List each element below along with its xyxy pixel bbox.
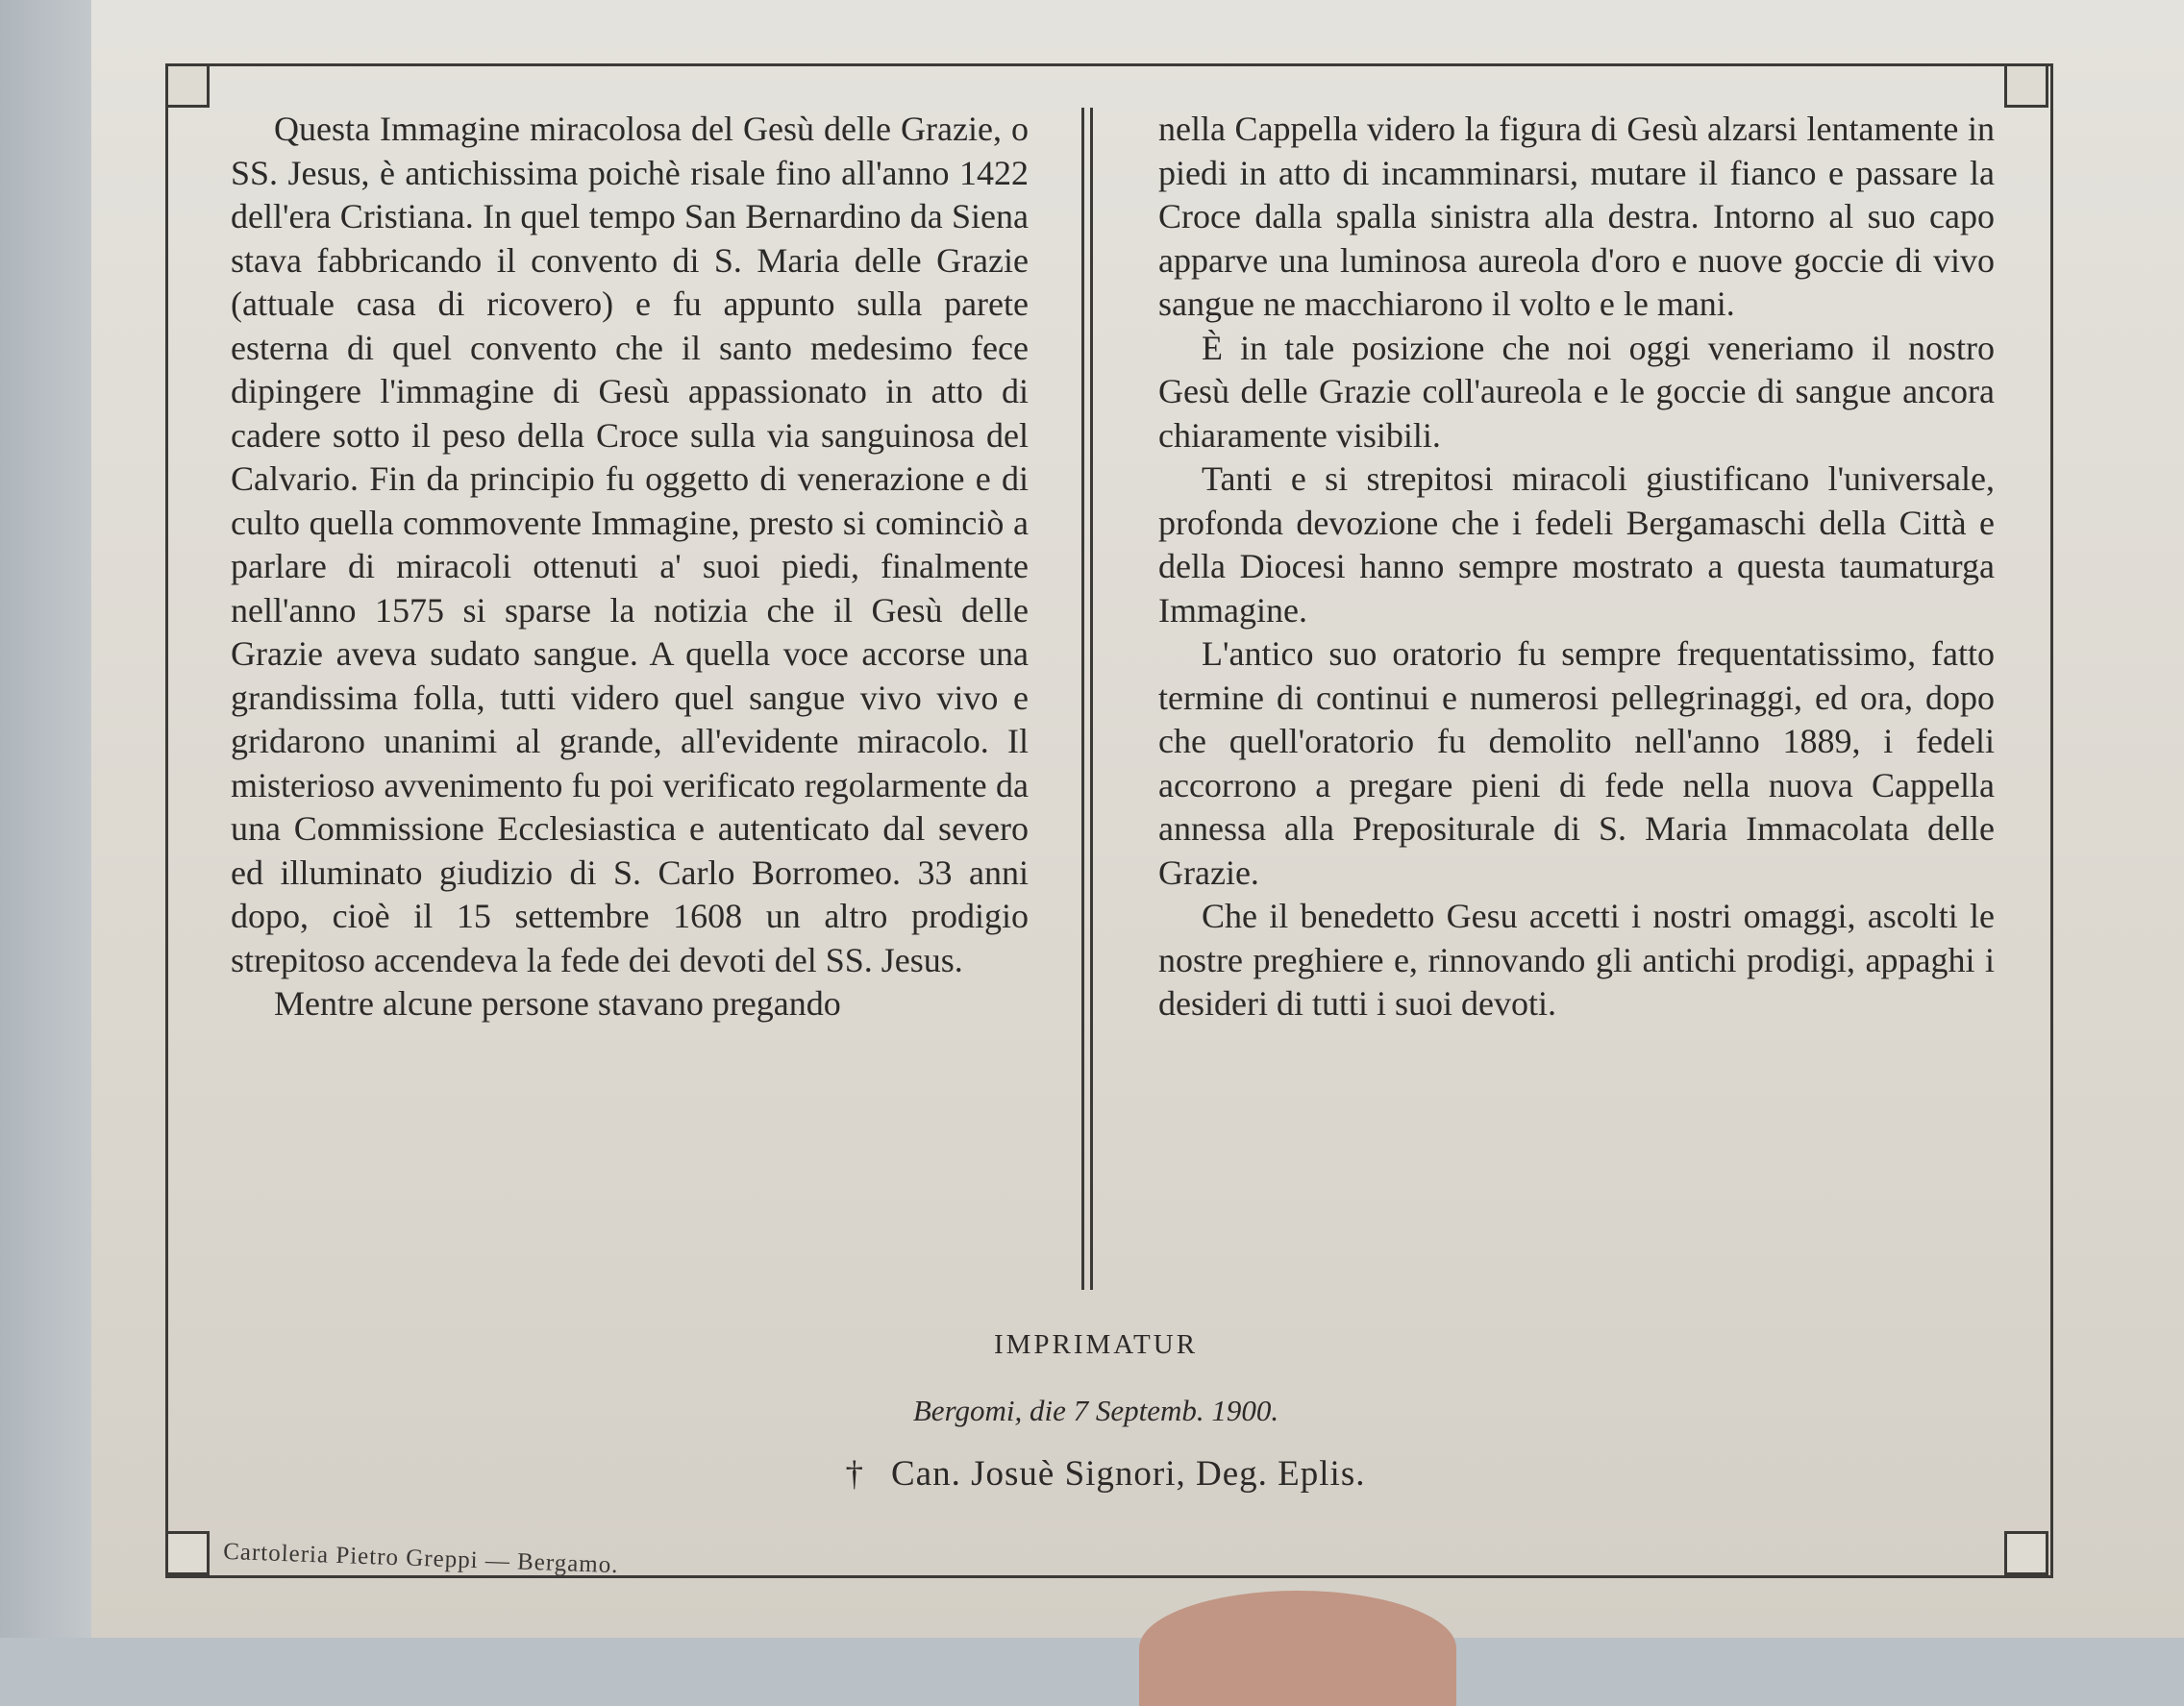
cross-icon: † [845, 1454, 864, 1494]
paragraph: L'antico suo oratorio fu sempre frequentatissimo, fatto termine di continui e numerosi pellegrinaggi, ed ora, dopo che quell'oratorio fu demolito nell'anno 1889, i fedeli accorrono a pregare pieni di fede nella nuova Cappella annessa alla Prepositurale di S. Maria Immacolata delle Grazie. [1158, 634, 1995, 892]
border-corner-ornament [165, 63, 210, 108]
paragraph: Che il benedetto Gesu accetti i nostri omaggi, ascolti le nostre preghiere e, rinnovando gli antichi prodigi, appaghi i desideri di tutti i suoi devoti. [1158, 897, 1995, 1023]
border-corner-ornament [165, 1531, 210, 1575]
left-text-column [231, 108, 1029, 1026]
background-edge [0, 0, 91, 1638]
signatory-name: Can. Josuè Signori, Deg. Eplis. [891, 1454, 1366, 1494]
border-corner-ornament [2004, 1531, 2048, 1575]
right-text-column [1158, 108, 1995, 1026]
paragraph: È in tale posizione che noi oggi veneriamo il nostro Gesù delle Grazie coll'aureola e le goccie di sangue ancora chiaramente visibili. [1158, 328, 1995, 455]
imprimatur-heading: IMPRIMATUR [993, 1329, 1199, 1360]
paragraph: Tanti e si strepitosi miracoli giustificano l'universale, profonda devozione che i fedeli Bergamaschi della Città e della Diocesi hanno sempre mostrato a questa taumaturga Immagine. [1158, 459, 1995, 630]
paragraph: Questa Immagine miracolosa del Gesù delle Grazie, o SS. Jesus, è antichissima poichè risale fino all'anno 1422 dell'era Cristiana. In quel tempo San Bernardino da Siena stava fabbricando il convento di S. Maria delle Grazie (attuale casa di ricovero) e fu appunto sulla parete esterna di quel convento che il santo medesimo fece dipingere l'immagine di Gesù appassionato in atto di cadere sotto il peso della Croce sulla via sanguinosa del Calvario. Fin da principio fu oggetto di venerazione e di culto quella commovente Immagine, presto si cominciò a parlare di miracoli ottenuti a' suoi piedi, finalmente nell'anno 1575 si sparse la notizia che il Gesù delle Grazie aveva sudato sangue. A quella voce accorse una grandissima folla, tutti videro quel sangue vivo vivo e gridarono unanimi al grande, all'evidente miracolo. Il misterioso avvenimento fu poi verificato regolarmente da una Commissione Ecclesiastica e autenticato dal severo ed illuminato giudizio di S. Carlo Borromeo. 33 anni dopo, cioè il 15 settembre 1608 un altro prodigio strepitoso accendeva la fede dei devoti del SS. Jesus. [231, 110, 1029, 979]
paragraph: Mentre alcune persone stavano pregando [274, 984, 841, 1023]
signatory-line [731, 1453, 1480, 1495]
column-divider [1081, 108, 1093, 1290]
paragraph: nella Cappella videro la figura di Gesù alzarsi lentamente in piedi in atto di incamminarsi, mutare il fianco e passare la Croce dalla spalla sinistra alla destra. Intorno al suo capo apparve una luminosa aureola d'oro e nuove goccie di vivo sangue ne macchiarono il volto e le mani. [1158, 110, 1995, 323]
printer-credit: Cartoleria Pietro Greppi — Bergamo. [222, 1538, 619, 1579]
border-corner-ornament [2004, 63, 2048, 108]
place-date: Bergomi, die 7 Septemb. 1900. [912, 1394, 1279, 1427]
thumb [1139, 1591, 1456, 1706]
